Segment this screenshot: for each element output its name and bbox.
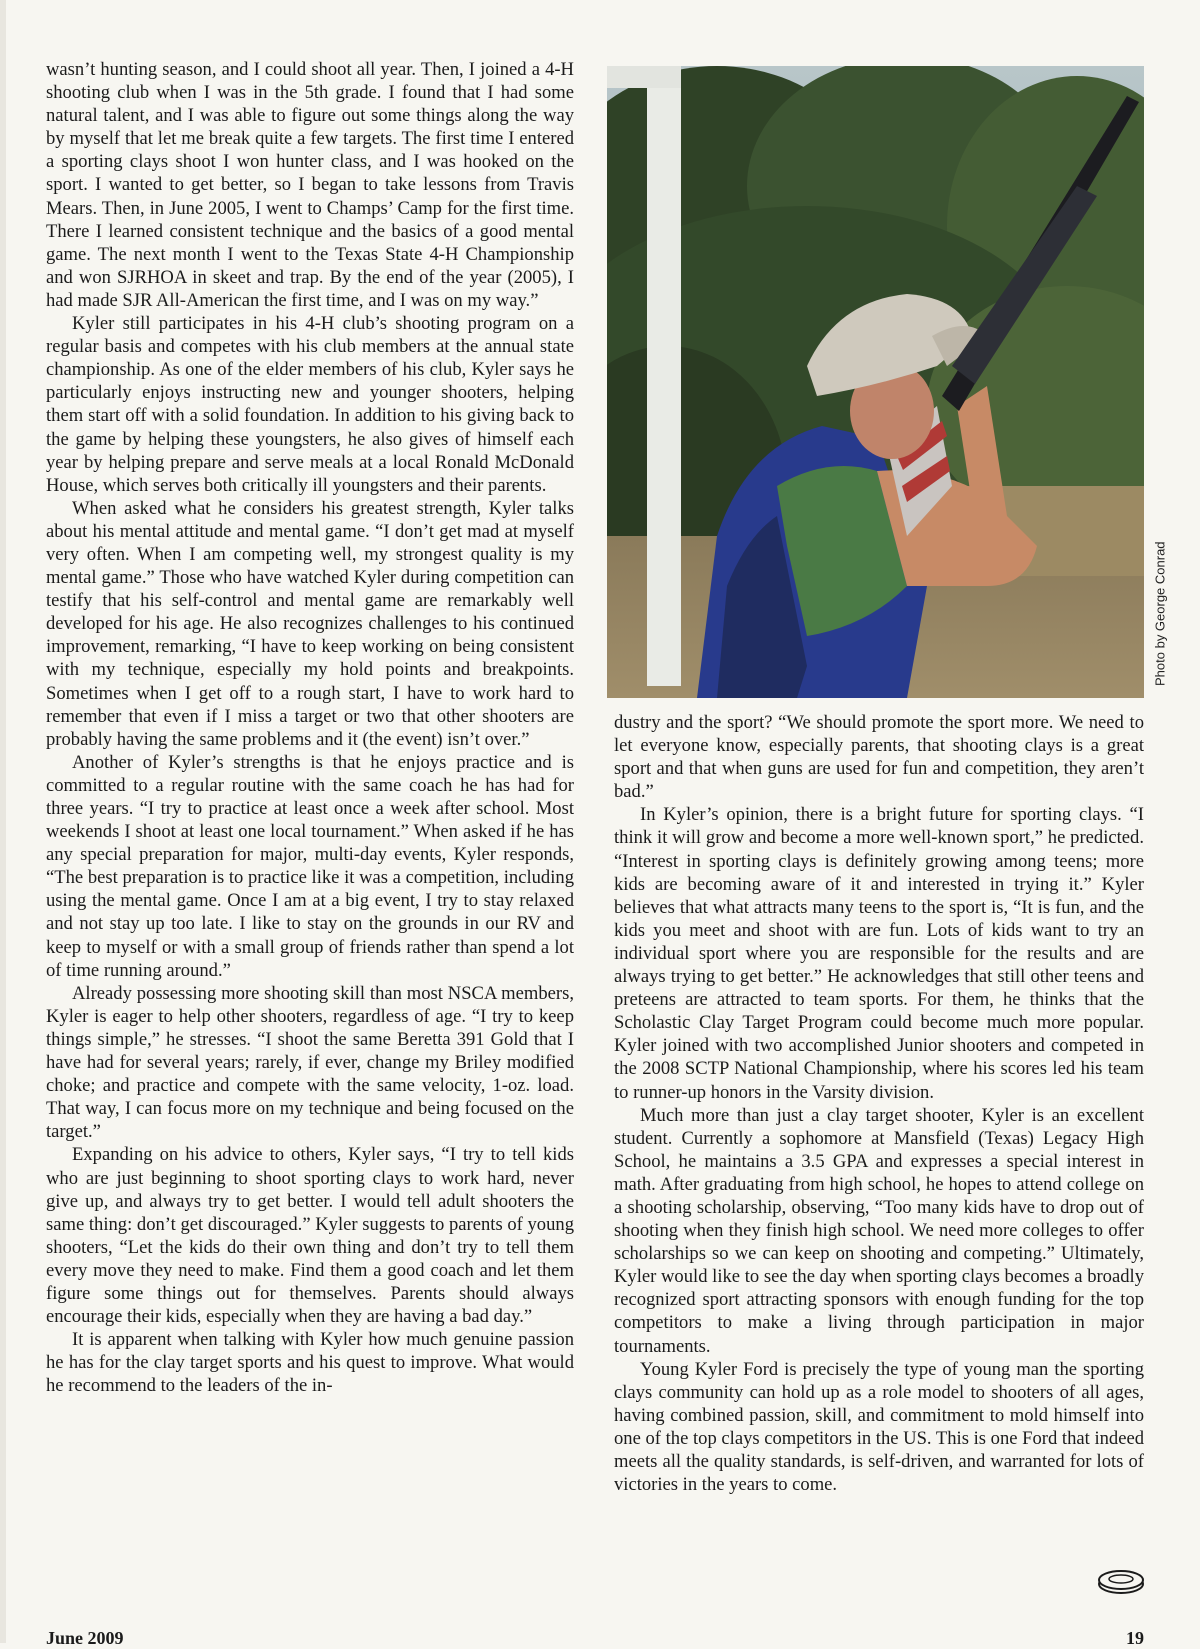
- paragraph: Much more than just a clay target shooter, Kyler is an excellent student. Currently a sophomore at Mansfield (Texas) Legacy High School, he maintains a 3.5 GPA and expresses a special interest in math. After graduating from high school, he hopes to attend college on a shooting scholarship, observing, “Too many kids have to drop out of shooting when they finish high school. We need more colleges to offer scholarships so we can keep on shooting and competing.” Ultimately, Kyler would like to see the day when sporting clays becomes a broadly recognized sport attracting sponsors with enough funding for the top competitors to make a living through participation in major tournaments.: [614, 1104, 1144, 1357]
- paragraph: Another of Kyler’s strengths is that he enjoys practice and is committed to a regular routine with the same coach he has had for three years. “I try to practice at least once a week after school. Most weekends I shoot at least one local tournament.” When asked if he has any special preparation for major, multi-day events, Kyler responds, “The best preparation is to practice like it was a competition, including using the mental game. Once I am at a big event, I try to stay relaxed and not stay up too late. I like to stay on the grounds in our RV and keep to myself or with a small group of friends rather than spend a lot of time running around.”: [46, 751, 574, 981]
- article-left-column: [46, 58, 574, 1397]
- paragraph: Young Kyler Ford is precisely the type of young man the sporting clays community can hold up as a role model to shooters of all ages, having combined passion, skill, and commitment to mold himself into one of the top clays competitors in the US. This is one Ford that indeed meets all the quality standards, is self-driven, and warranted for lots of victories in the years to come.: [614, 1358, 1145, 1496]
- page-number: 19: [1126, 1628, 1144, 1648]
- footer-date: June 2009: [46, 1628, 124, 1648]
- paragraph: wasn’t hunting season, and I could shoot all year. Then, I joined a 4-H shooting club when I was in the 5th grade. I found that I had some natural talent, and I was able to figure out some things along the way by myself that let me break quite a few targets. The first time I entered a sporting clays shoot I won hunter class, and I was hooked on the sport. I wanted to get better, so I began to take lessons from Travis Mears. Then, in June 2005, I went to Champs’ Camp for the first time. There I learned consistent technique and the basics of a good mental game. The next month I went to the Texas State 4-H Championship and won SJRHOA in skeet and trap. By the end of the year (2005), I had made SJR All-American the first time, and I was on my way.”: [46, 59, 574, 311]
- article-right-column: [614, 711, 1144, 1496]
- clay-target-end-icon: [1096, 1566, 1146, 1596]
- paragraph: When asked what he considers his greatest strength, Kyler talks about his mental attitude and mental game. “I don’t get mad at myself very often. When I am competing well, my strongest quality is my mental game.” Those who have watched Kyler during competition can testify that his self-control and mental game are remarkably well developed for his age. He also recognizes challenges to his continued improvement, remarking, “I have to keep working on being consistent with my technique, especially my hold points and breakpoints. Sometimes when I get off to a rough start, I have to work hard to remember that even if I miss a target or two that other shooters are probably having the same problems and it (the event) isn’t over.”: [46, 497, 574, 750]
- page-edge: [0, 0, 6, 1643]
- paragraph: Already possessing more shooting skill than most NSCA members, Kyler is eager to help other shooters, regardless of age. “I try to keep things simple,” he stresses. “I shoot the same Beretta 391 Gold that I have had for several years; rarely, if ever, change my Briley modified choke; and practice and compete with the same velocity, 1-oz. load. That way, I can focus more on my technique and being focused on the target.”: [46, 982, 574, 1143]
- paragraph: In Kyler’s opinion, there is a bright future for sporting clays. “I think it will grow and become a more well-known sport,” he predicted. “Interest in sporting clays is definitely growing among teens; more kids are becoming aware of it and interested in trying it.” Kyler believes that what attracts many teens to the sport is, “It is fun, and the kids you meet and shoot with are fun. Lots of kids want to try an individual sport where you are responsible for the results and are always trying to get better.” He acknowledges that still other teens and preteens are attracted to team sports. For them, he thinks that the Scholastic Clay Target Program could become much more popular. Kyler joined with two accomplished Junior shooters and competed in the 2008 SCTP National Championship, where his scores led his team to runner-up honors in the Varsity division.: [614, 804, 1144, 1103]
- shooter-photo: [607, 66, 1144, 698]
- shooter-photo-illustration: [607, 66, 1144, 698]
- photo-credit: [1144, 66, 1176, 698]
- paragraph: It is apparent when talking with Kyler how much genuine passion he has for the clay target sports and his quest to improve. What would he recommend to the leaders of the in-: [46, 1329, 574, 1397]
- paragraph: Kyler still participates in his 4-H club’s shooting program on a regular basis and competes with his club members at the annual state championship. As one of the elder members of his club, Kyler says he particularly enjoys instructing new and younger shooters, helping them start off with a solid foundation. In addition to his giving back to the game by helping these youngsters, he also gives of himself each year by helping prepare and serve meals at a local Ronald McDonald House, which serves both critically ill youngsters and their parents.: [46, 313, 574, 496]
- paragraph: dustry and the sport? “We should promote the sport more. We need to let everyone know, especially parents, that shooting clays is a great sport and that when guns are used for fun and competition, they aren’t bad.”: [614, 712, 1144, 803]
- paragraph: Expanding on his advice to others, Kyler says, “I try to tell kids who are just beginning to shoot sporting clays to work hard, never give up, and always try to get better. I would tell adult shooters the same thing: don’t get discouraged.” Kyler suggests to parents of young shooters, “Let the kids do their own thing and don’t try to tell them every move they need to make. Find them a good coach and let them figure some things out for themselves. Parents should always encourage their kids, especially when they are having a bad day.”: [46, 1144, 574, 1328]
- photo-credit-text: Photo by George Conrad: [1152, 541, 1168, 686]
